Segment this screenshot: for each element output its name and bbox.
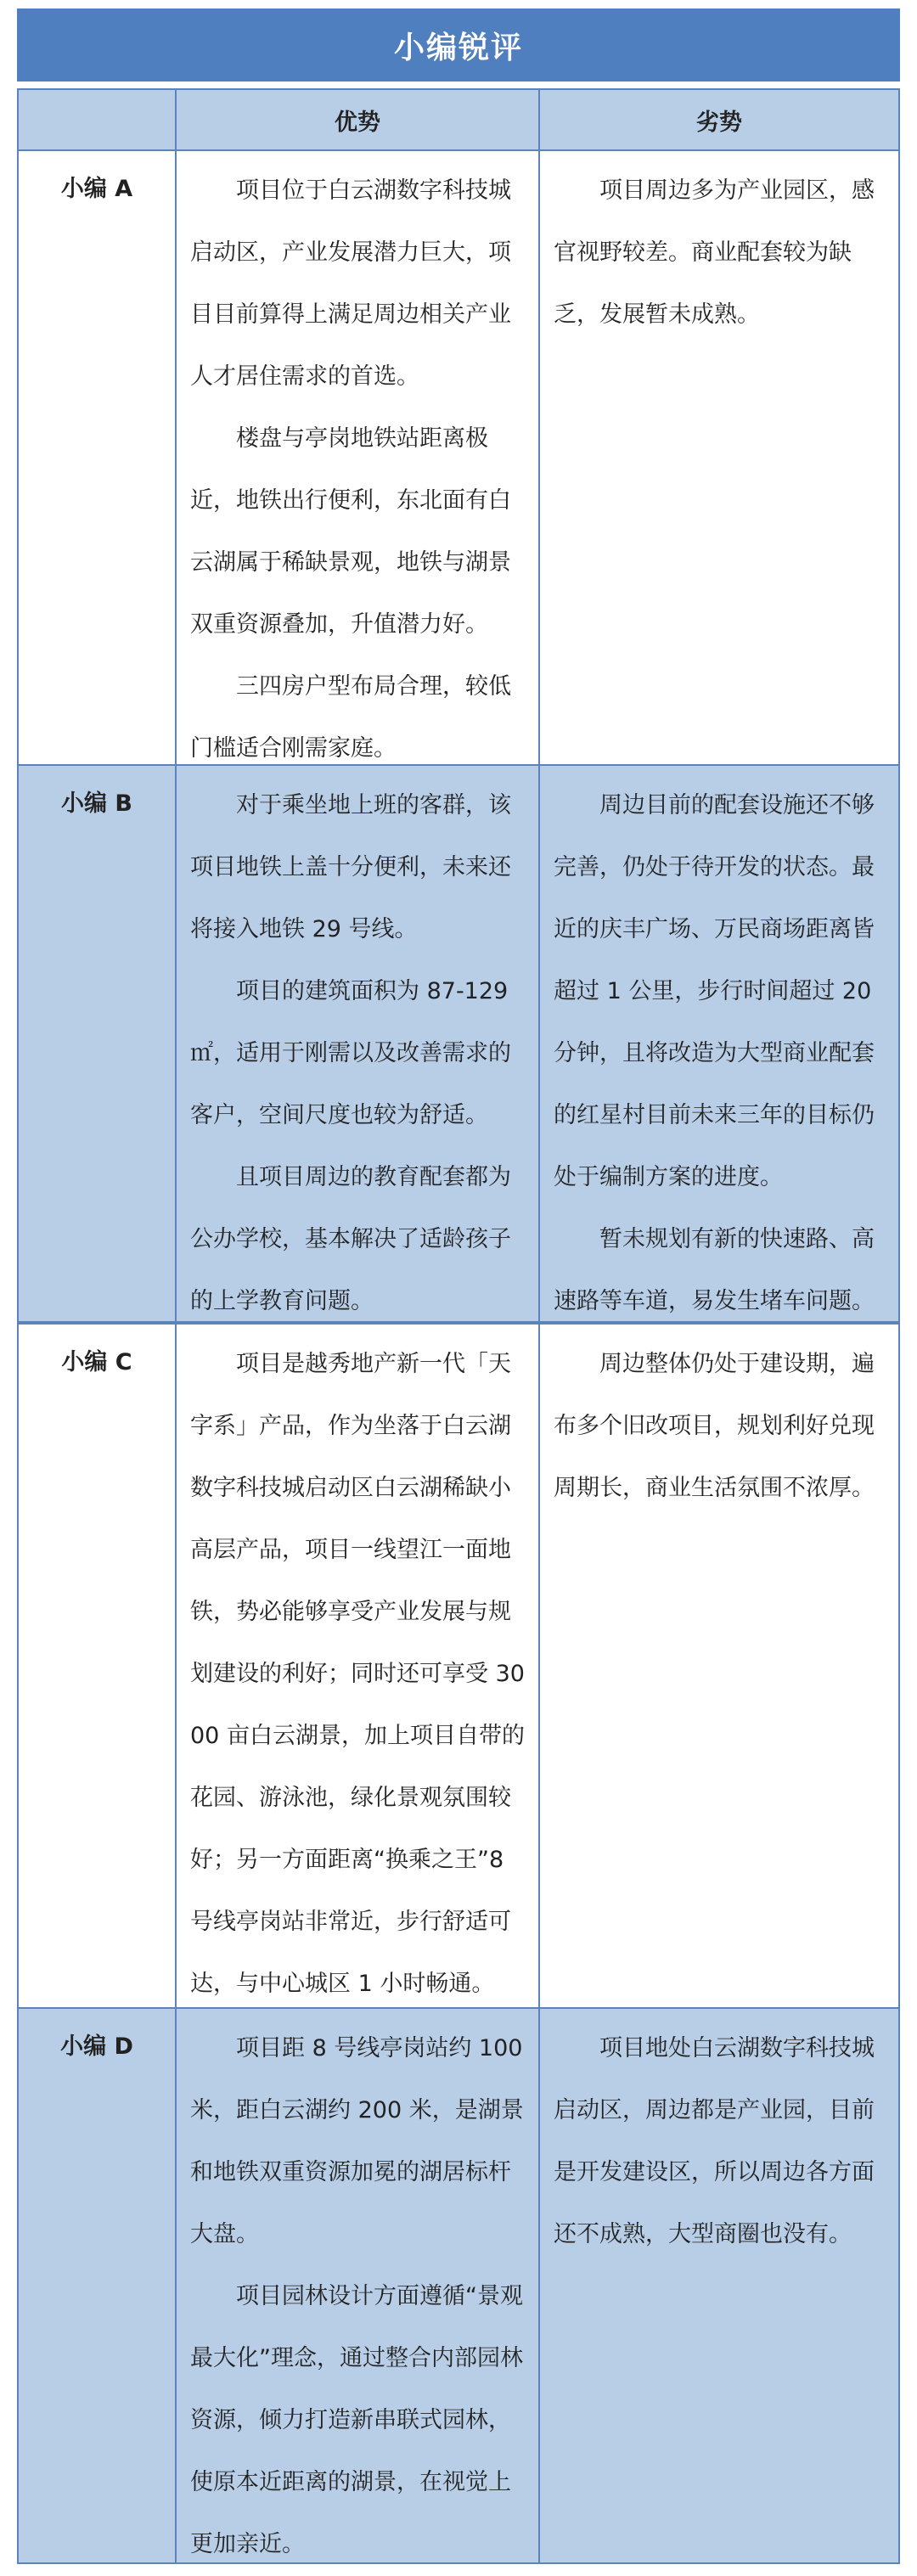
advantage-paragraph: 三四房户型布局合理，较低门槛适合刚需家庭。	[190, 673, 511, 762]
disadvantage-paragraph: 项目周边多为产业园区，感官视野较差。商业配套较为缺乏，发展暂未成熟。	[554, 177, 875, 328]
disadvantage-cell	[540, 2009, 898, 2562]
advantage-paragraph: 且项目周边的教育配套都为公办学校，基本解决了适龄孩子的上学教育问题。	[190, 1164, 511, 1314]
table-row-a	[17, 151, 900, 766]
advantage-paragraph: 项目的建筑面积为 87-129㎡，适用于刚需以及改善需求的客户，空间尺度也较为舒适。	[190, 978, 511, 1128]
advantage-paragraph: 项目距 8 号线亭岗站约 100 米，距白云湖约 200 米，是湖景和地铁双重资源加冕的湖居标杆大盘。	[190, 2035, 524, 2247]
disadvantage-cell	[540, 766, 898, 1321]
header-disadvantage: 劣势	[696, 109, 742, 136]
table-row-c	[17, 1323, 900, 2009]
advantage-paragraph: 项目是越秀地产新一代「天字系」产品，作为坐落于白云湖数字科技城启动区白云湖稀缺小高层产品，项目一线望江一面地铁，势必能够享受产业发展与规划建设的利好；同时还可享受 3000 亩白云湖景，加上项目自带的花园、游泳池，绿化景观氛围较好；另一方面距离“换乘之王”8 号线亭岗站非常近，步行舒适可达，与中心城区 1 小时畅通。	[190, 1351, 525, 1997]
table-row-d	[17, 2009, 900, 2564]
advantage-paragraph: 楼盘与亭岗地铁站距离极近，地铁出行便利，东北面有白云湖属于稀缺景观，地铁与湖景双重资源叠加，升值潜力好。	[190, 425, 511, 638]
disadvantage-cell	[540, 151, 898, 764]
disadvantage-paragraph: 周边整体仍处于建设期，遍布多个旧改项目，规划利好兑现周期长，商业生活氛围不浓厚。	[554, 1351, 875, 1501]
advantage-cell	[177, 151, 540, 764]
reviewer-name: 小编 B	[19, 766, 177, 1321]
disadvantage-paragraph: 暂未规划有新的快速路、高速路等车道，易发生堵车问题。	[554, 1226, 875, 1314]
reviewer-name: 小编 A	[19, 151, 177, 764]
table-row-b	[17, 766, 900, 1323]
disadvantage-cell	[540, 1325, 898, 2007]
advantage-paragraph: 对于乘坐地上班的客群，该项目地铁上盖十分便利，未来还将接入地铁 29 号线。	[190, 792, 511, 942]
advantage-paragraph: 项目园林设计方面遵循“景观最大化”理念，通过整合内部园林资源，倾力打造新串联式园林，使原本近距离的湖景，在视觉上更加亲近。	[190, 2283, 523, 2557]
disadvantage-paragraph: 周边目前的配套设施还不够完善，仍处于待开发的状态。最近的庆丰广场、万民商场距离皆超过 1 公里，步行时间超过 20 分钟，且将改造为大型商业配套的红星村目前未来三年的目标仍处于编制方案的进度。	[554, 792, 875, 1190]
disadvantage-paragraph: 项目地处白云湖数字科技城启动区，周边都是产业园，目前是开发建设区，所以周边各方面还不成熟，大型商圈也没有。	[554, 2035, 875, 2247]
reviewer-name: 小编 D	[19, 2009, 177, 2562]
table-title: 小编锐评	[17, 8, 900, 82]
advantage-cell	[177, 766, 540, 1321]
header-advantage: 优势	[177, 90, 540, 149]
reviewer-name: 小编 C	[19, 1325, 177, 2007]
advantage-cell	[177, 1325, 540, 2007]
table-header-row	[17, 88, 900, 151]
advantage-cell	[177, 2009, 540, 2562]
advantage-paragraph: 项目位于白云湖数字科技城启动区，产业发展潜力巨大，项目目前算得上满足周边相关产业人才居住需求的首选。	[190, 177, 511, 390]
header-name-cell	[19, 90, 177, 149]
